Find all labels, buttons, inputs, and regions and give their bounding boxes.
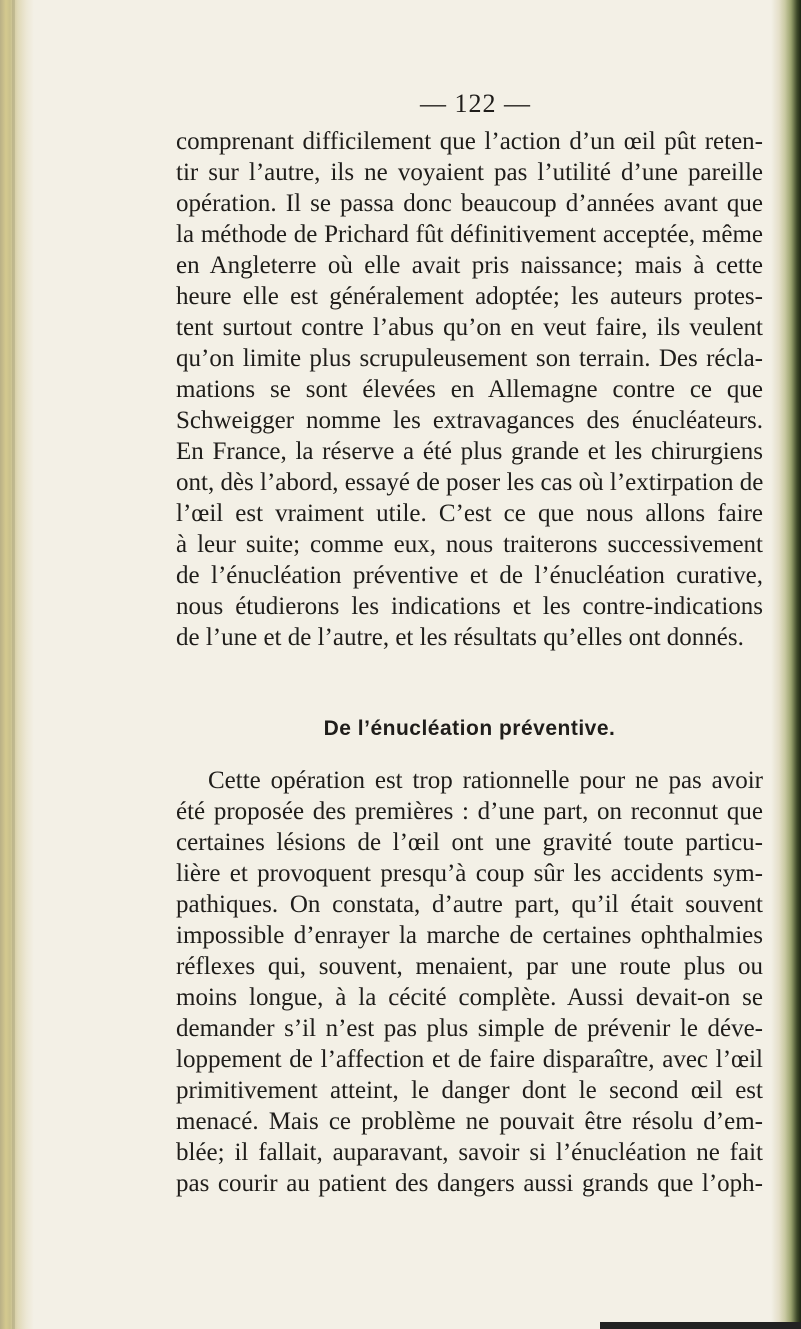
right-binding-edge: [771, 0, 801, 1329]
paragraph-1: [176, 126, 763, 653]
text-line: de l’énucléation préventive et de l’énucléation curative,: [176, 562, 763, 589]
text-line: Cette opération est trop rationnelle pour ne pas avoir: [208, 767, 763, 794]
text-line: pathiques. On constata, d’autre part, qu’il était souvent: [176, 891, 763, 918]
text-line: mations se sont élevées en Allemagne contre ce que: [176, 376, 763, 403]
text-line: comprenant difficilement que l’action d’un œil pût reten-: [176, 128, 763, 155]
text-line: primitivement atteint, le danger dont le second œil est: [176, 1077, 763, 1104]
text-line: menacé. Mais ce problème ne pouvait être résolu d’em-: [176, 1108, 763, 1135]
text-line: loppement de l’affection et de faire disparaître, avec l’œil: [176, 1046, 763, 1073]
text-line: été proposée des premières : d’une part, on reconnut que: [176, 798, 763, 825]
text-line: tir sur l’autre, ils ne voyaient pas l’utilité d’une pareille: [176, 159, 763, 186]
text-line: ont, dès l’abord, essayé de poser les cas où l’extirpation de: [176, 469, 764, 496]
text-line: en Angleterre où elle avait pris naissance; mais à cette: [176, 252, 763, 279]
text-line: certaines lésions de l’œil ont une gravité toute particu-: [176, 829, 763, 856]
left-binding-edge: [0, 0, 34, 1329]
text-line: blée; il fallait, auparavant, savoir si l’énucléation ne fait: [176, 1139, 763, 1166]
text-line: lière et provoquent presqu’à coup sûr les accidents sym-: [176, 860, 763, 887]
section-heading: De l’énucléation préventive.: [323, 717, 616, 740]
text-line: moins longue, à la cécité complète. Aussi devait-on se: [176, 984, 763, 1011]
text-line: qu’on limite plus scrupuleusement son terrain. Des récla-: [176, 345, 763, 372]
text-line: heure elle est généralement adoptée; les auteurs protes-: [176, 283, 763, 310]
text-line: la méthode de Prichard fût définitivement acceptée, même: [176, 221, 763, 248]
text-line: En France, la réserve a été plus grande et les chirurgiens: [176, 438, 763, 465]
book-page: [176, 88, 763, 1199]
text-line: de l’une et de l’autre, et les résultats qu’elles ont donnés.: [176, 624, 744, 651]
text-line: à leur suite; comme eux, nous traiterons successivement: [176, 531, 763, 558]
text-line: Schweigger nomme les extravagances des énucléateurs.: [176, 407, 763, 434]
text-line: opération. Il se passa donc beaucoup d’années avant que: [176, 190, 763, 217]
bottom-edge-shadow: [600, 1322, 801, 1329]
text-line: tent surtout contre l’abus qu’on en veut faire, ils veulent: [176, 314, 763, 341]
text-line: pas courir au patient des dangers aussi grands que l’oph-: [176, 1170, 763, 1197]
text-line: l’œil est vraiment utile. C’est ce que nous allons faire: [176, 500, 763, 527]
text-line: impossible d’enrayer la marche de certaines ophthalmies: [176, 922, 763, 949]
page-number: — 122 —: [420, 89, 531, 118]
paragraph-2: [176, 765, 763, 1199]
text-line: nous étudierons les indications et les contre-indications: [176, 593, 763, 620]
text-line: réflexes qui, souvent, menaient, par une route plus ou: [176, 953, 763, 980]
text-line: demander s’il n’est pas plus simple de prévenir le déve-: [176, 1015, 763, 1042]
